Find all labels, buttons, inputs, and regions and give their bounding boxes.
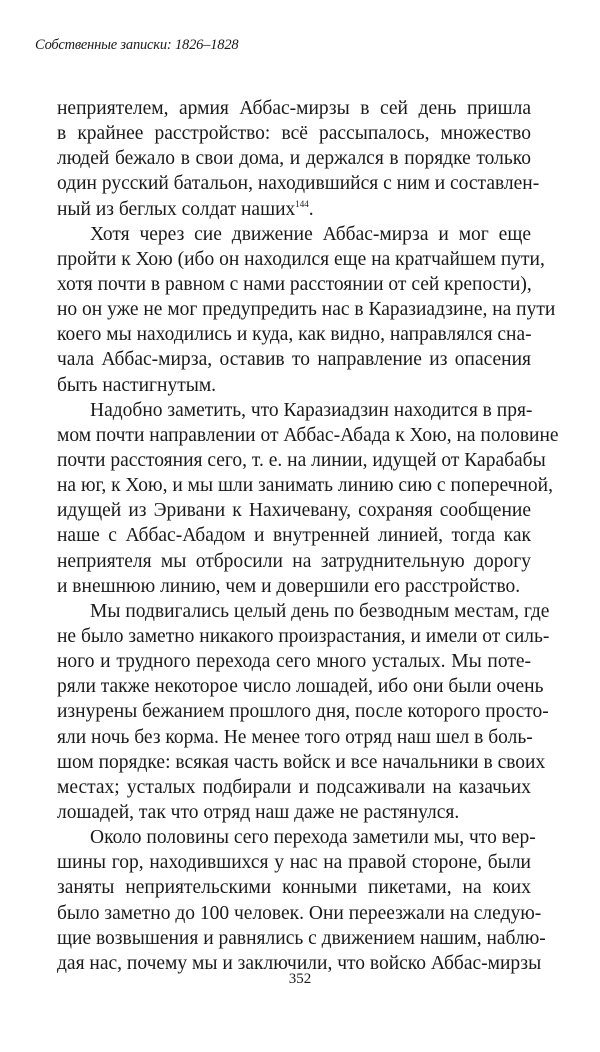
text-line-content: дая нас, почему мы и заключили, что войско Аббас-мирзы: [57, 952, 542, 974]
text-line: [57, 398, 531, 423]
text-line-content: щие возвышения и равнялись с движением нашим, наблю-: [57, 927, 546, 949]
text-line-content: местах; усталых подбирали и подсаживали на казачьих: [57, 776, 531, 798]
paragraph: [57, 96, 540, 222]
text-line: [57, 222, 531, 247]
text-line-content: идущей из Эривани к Нахичевану, сохраняя сообщение: [57, 500, 531, 522]
text-line-content: шом порядке: всякая часть войск и все начальники в своих: [57, 751, 546, 773]
text-line-content: Надобно заметить, что Каразиадзин находится в пря-: [90, 399, 533, 421]
text-line: [57, 197, 531, 222]
text-line-content: людей бежало в свои дома, и держался в порядке только: [57, 148, 531, 170]
text-line: [57, 674, 544, 699]
text-line-content: Около половины сего перехода заметили мы, что вер-: [90, 827, 536, 849]
text-line-content: неприятелем, армия Аббас-мирзы в сей день пришла: [57, 98, 531, 119]
text-line: [57, 750, 546, 775]
text-line-content: почти расстояния сего, т. е. на линии, идущей от Карабабы: [57, 449, 546, 471]
text-line-content: яли ночь без корма. Не менее того отряд наш шел в боль-: [57, 726, 533, 748]
text-line-content: в крайнее расстройство: всё рассыпалось, множество: [57, 123, 531, 145]
text-line: [57, 549, 531, 574]
paragraph: [57, 599, 550, 825]
text-line-content: один русский батальон, находившийся с ним и составлен-: [57, 173, 540, 195]
text-line: [57, 775, 531, 800]
text-line-content: ряли также некоторое число лошадей, ибо они были очень: [57, 676, 544, 698]
text-line: [57, 901, 542, 926]
paragraph: [57, 825, 546, 976]
text-line: [57, 373, 531, 398]
text-line: [57, 322, 531, 347]
text-line: [57, 850, 531, 875]
paragraph: [57, 398, 559, 599]
text-line: [57, 297, 556, 322]
text-line-content: и внешнюю линию, чем и довершили его расстройство.: [57, 575, 521, 597]
punctuation: .: [308, 198, 314, 220]
text-line: [57, 448, 546, 473]
text-line-content: не было заметно никакого произрастания, и имели от силь-: [57, 625, 550, 647]
text-line: [57, 473, 553, 498]
text-line: [57, 875, 531, 900]
text-line: [57, 498, 531, 523]
text-line-content: наше с Аббас-Абадом и внутренней линией, тогда как: [57, 525, 531, 547]
running-head: Собственные записки: 1826–1828: [35, 37, 239, 53]
text-line: [57, 523, 531, 548]
text-line-content: хотя почти в равном с нами расстоянии от сей крепости),: [57, 273, 532, 295]
text-line: [57, 599, 550, 624]
text-line-content: коего мы находились и куда, как видно, направлялся сна-: [57, 324, 532, 346]
text-line: [57, 725, 531, 750]
text-line: [57, 347, 531, 372]
text-line-content: заняты неприятельскими конными пикетами, на коих: [57, 877, 531, 899]
text-line: [57, 146, 531, 171]
text-line: [57, 423, 559, 448]
text-line: [57, 825, 536, 850]
text-line: [57, 247, 545, 272]
text-line: [57, 699, 549, 724]
text-line-content: но он уже не мог предупредить нас в Каразиадзине, на пути: [57, 299, 556, 321]
paragraph: [57, 222, 556, 398]
text-line-content: быть настигнутым.: [57, 374, 217, 396]
text-line: [57, 272, 531, 297]
footnote-marker: 144: [295, 198, 309, 209]
text-line-content: на юг, к Хою, и мы шли занимать линию сию с поперечной,: [57, 475, 553, 497]
text-line: [57, 96, 531, 121]
text-line-content: пройти к Хою (ибо он находился еще на кратчайшем пути,: [57, 248, 545, 270]
body-text: [57, 96, 559, 976]
text-line-content: мом почти направлении от Аббас-Абада к Хою, на половине: [57, 424, 559, 446]
text-line: [57, 574, 531, 599]
text-line-content: чала Аббас-мирза, оставив то направление из опасения: [57, 349, 531, 371]
text-line-content: было заметно до 100 человек. Они переезжали на следую-: [57, 902, 542, 924]
text-line-content: Хотя через сие движение Аббас-мирза и мог еще: [90, 223, 531, 245]
text-line: [57, 800, 531, 825]
text-line-content: шины гор, находившихся у нас на правой стороне, были: [57, 852, 531, 874]
text-line: [57, 649, 531, 674]
text-line-content: лошадей, так что отряд наш даже не растянулся.: [57, 801, 460, 823]
page-number: 352: [288, 971, 312, 987]
text-line: [57, 624, 550, 649]
text-line-content: Мы подвигались целый день по безводным местам, где: [90, 600, 550, 622]
text-line-content: ный из беглых солдат наших: [57, 198, 296, 220]
text-line-content: неприятеля мы отбросили на затруднительную дорогу: [57, 550, 531, 572]
text-line: [57, 121, 531, 146]
text-line-content: изнурены бежанием прошлого дня, после которого просто-: [57, 701, 549, 723]
text-line: [57, 171, 540, 196]
text-line-content: ного и трудного перехода сего много усталых. Мы поте-: [57, 651, 531, 673]
text-line: [57, 926, 546, 951]
